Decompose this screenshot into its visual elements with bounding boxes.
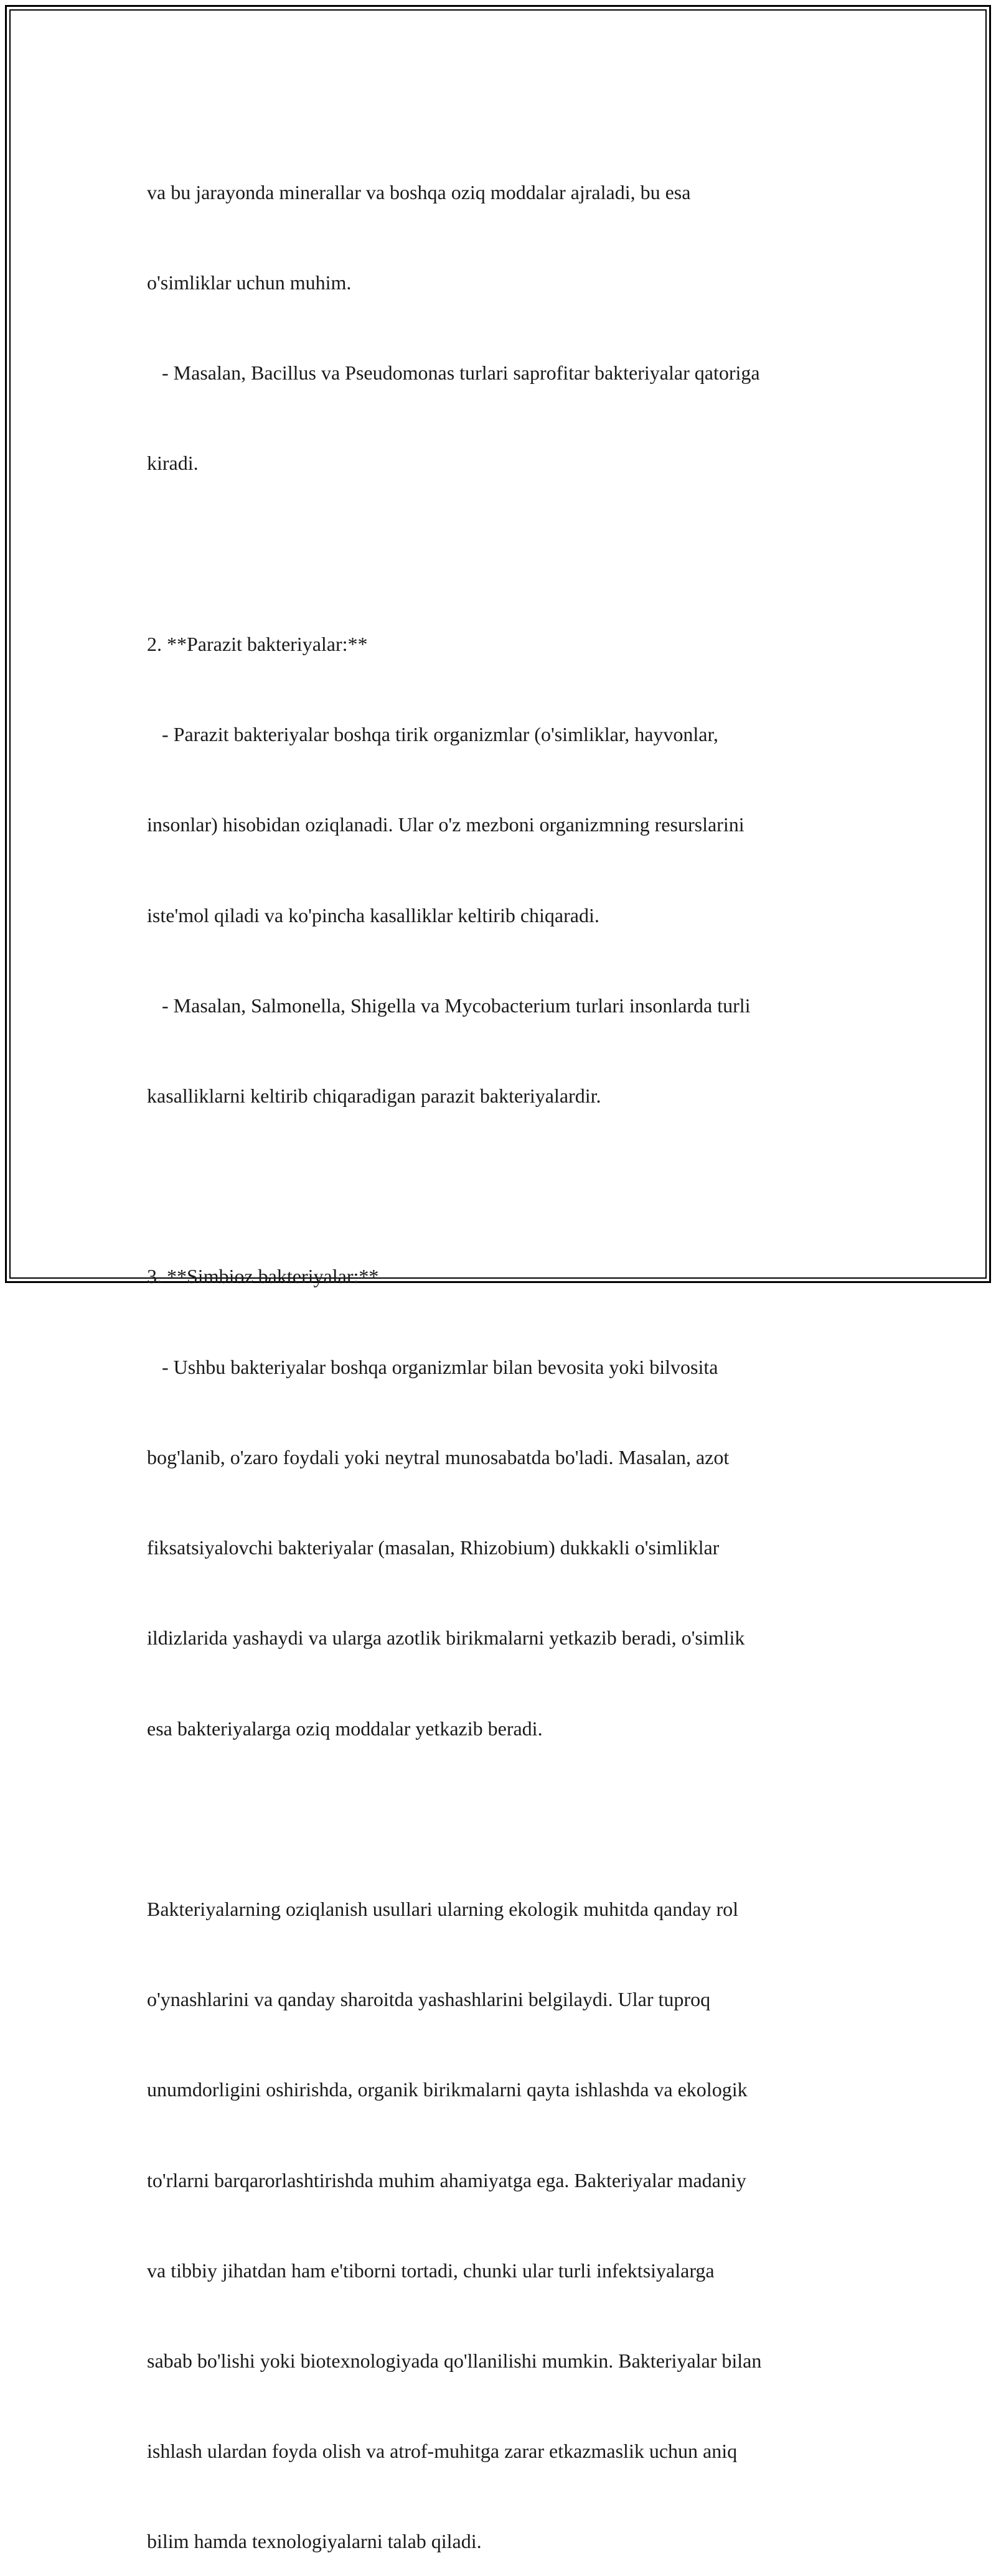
text-line: ildizlarida yashaydi va ularga azotlik birikmalarni yetkazib beradi, o'simlik	[147, 1626, 745, 1650]
text-line: ishlash ulardan foyda olish va atrof-muhitga zarar etkazmaslik uchun aniq	[147, 2440, 738, 2463]
blank-line	[147, 539, 857, 569]
text-line: kiradi.	[147, 452, 199, 475]
blank-line	[147, 1804, 857, 1834]
text-line: unumdorligini oshirishda, organik birikmalarni qayta ishlashda va ekologik	[147, 2078, 748, 2101]
text-line: insonlar) hisobidan oziqlanadi. Ular o'z mezboni organizmning resurslarini	[147, 813, 745, 836]
text-line: fiksatsiyalovchi bakteriyalar (masalan, Rhizobium) dukkakli o'simliklar	[147, 1536, 720, 1559]
text-line: Bakteriyalarning oziqlanish usullari ularning ekologik muhitda qanday rol	[147, 1897, 738, 1920]
text-line: o'ynashlarini va qanday sharoitda yashashlarini belgilaydi. Ular tuproq	[147, 1988, 711, 2011]
text-line: to'rlarni barqarorlashtirishda muhim ahamiyatga ega. Bakteriyalar madaniy	[147, 2168, 746, 2191]
text-line: va bu jarayonda minerallar va boshqa oziq moddalar ajraladi, bu esa	[147, 180, 691, 203]
text-line: - Masalan, Bacillus va Pseudomonas turlari saprofitar bakteriyalar qatoriga	[147, 362, 760, 385]
text-line: va tibbiy jihatdan ham e'tiborni tortadi, chunki ular turli infektsiyalarga	[147, 2259, 715, 2282]
section-heading: 3. **Simbioz bakteriyalar:**	[147, 1265, 379, 1288]
text-line: bilim hamda texnologiyalarni talab qiladi.	[147, 2530, 482, 2553]
text-line: - Masalan, Salmonella, Shigella va Mycobacterium turlari insonlarda turli	[147, 994, 751, 1017]
text-line: bog'lanib, o'zaro foydali yoki neytral munosabatda bo'ladi. Masalan, azot	[147, 1445, 730, 1468]
blank-line	[147, 1171, 857, 1201]
text-line: o'simliklar uchun muhim.	[147, 271, 352, 294]
document-body	[147, 117, 857, 2576]
text-line: esa bakteriyalarga oziq moddalar yetkazib beradi.	[147, 1717, 543, 1740]
section-heading: 2. **Parazit bakteriyalar:**	[147, 632, 368, 655]
text-line: - Parazit bakteriyalar boshqa tirik organizmlar (o'simliklar, hayvonlar,	[147, 723, 718, 746]
text-line: sabab bo'lishi yoki biotexnologiyada qo'llanilishi mumkin. Bakteriyalar bilan	[147, 2350, 762, 2373]
text-line: kasalliklarni keltirib chiqaradigan parazit bakteriyalardir.	[147, 1084, 601, 1107]
text-line: iste'mol qiladi va ko'pincha kasalliklar keltirib chiqaradi.	[147, 903, 599, 926]
text-line: - Ushbu bakteriyalar boshqa organizmlar bilan bevosita yoki bilvosita	[147, 1355, 718, 1378]
